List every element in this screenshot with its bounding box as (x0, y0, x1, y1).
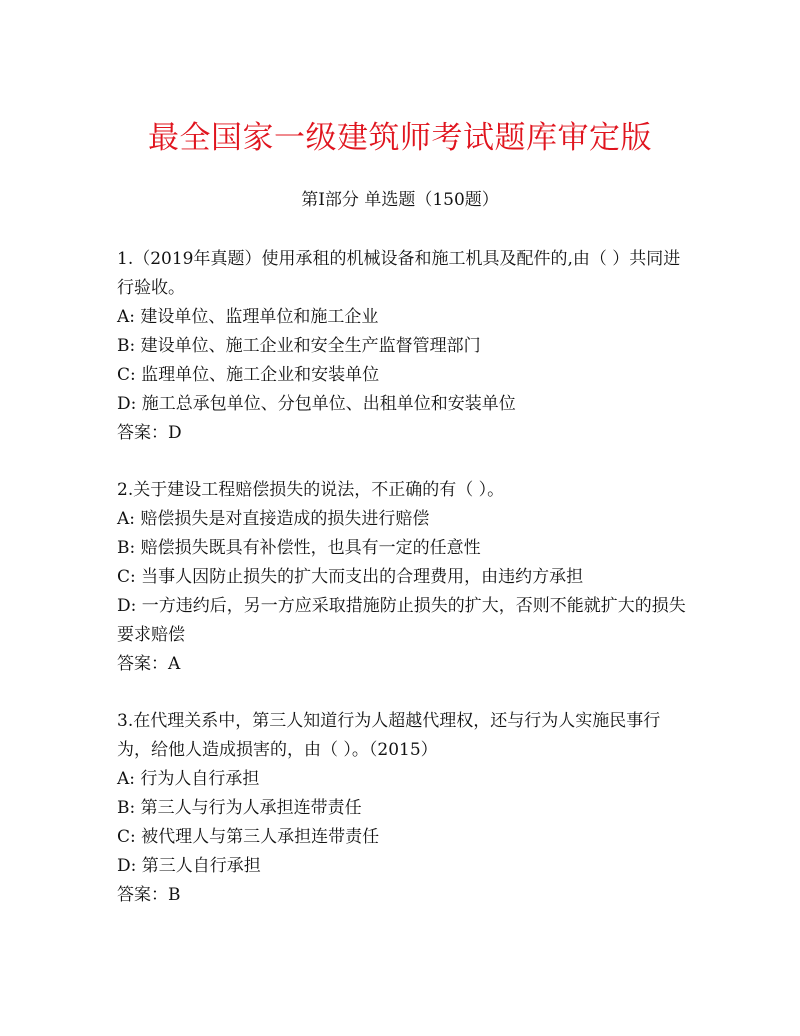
answer-line: 答案：B (117, 885, 181, 905)
option-c: C: 监理单位、施工企业和安装单位 (117, 365, 380, 385)
option-a: A: 建设单位、监理单位和施工企业 (117, 307, 379, 327)
question-stem: 1.（2019年真题）使用承租的机械设备和施工机具及配件的,由（ ）共同进行验收。 (117, 249, 681, 298)
answer-line: 答案：A (117, 654, 181, 674)
option-b: B: 赔偿损失既具有补偿性，也具有一定的任意性 (117, 538, 481, 558)
question-stem: 3.在代理关系中，第三人知道行为人超越代理权，还与行为人实施民事行为，给他人造成损害的，由（ ）。（2015） (117, 711, 661, 760)
option-b: B: 第三人与行为人承担连带责任 (117, 798, 362, 818)
option-d: D: 第三人自行承担 (117, 856, 261, 876)
option-d: D: 一方违约后，另一方应采取措施防止损失的扩大，否则不能就扩大的损失要求赔偿 (117, 596, 686, 645)
question-list (117, 245, 687, 938)
question-stem: 2.关于建设工程赔偿损失的说法，不正确的有（ ）。 (117, 480, 505, 500)
document-title: 最全国家一级建筑师考试题库审定版 (148, 120, 652, 156)
question-item (117, 707, 687, 910)
section-heading: 第I部分 单选题（150题） (301, 190, 499, 210)
question-item (117, 476, 687, 679)
option-b: B: 建设单位、施工企业和安全生产监督管理部门 (117, 336, 481, 356)
answer-line: 答案：D (117, 423, 182, 443)
option-d: D: 施工总承包单位、分包单位、出租单位和安装单位 (117, 394, 516, 414)
option-a: A: 行为人自行承担 (117, 769, 260, 789)
option-a: A: 赔偿损失是对直接造成的损失进行赔偿 (117, 509, 430, 529)
question-item (117, 245, 687, 448)
option-c: C: 被代理人与第三人承担连带责任 (117, 827, 380, 847)
option-c: C: 当事人因防止损失的扩大而支出的合理费用，由违约方承担 (117, 567, 584, 587)
